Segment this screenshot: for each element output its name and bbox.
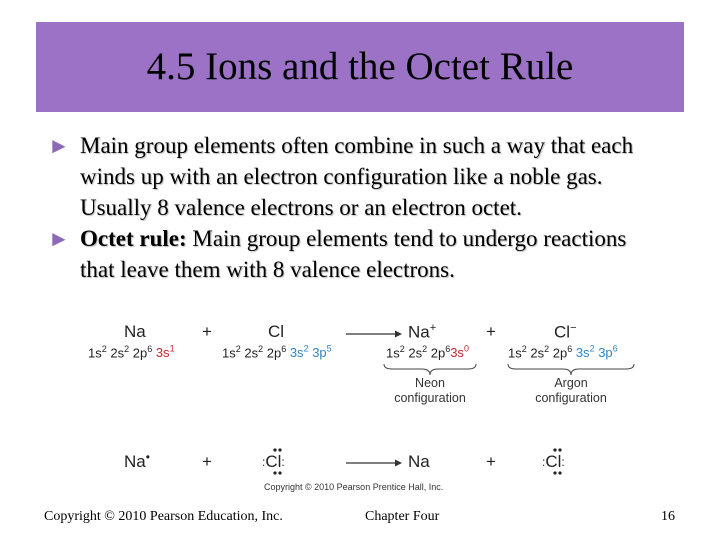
- na-lewis: Na•: [124, 450, 150, 471]
- page-number: 16: [661, 509, 675, 524]
- bullet-text-1: Main group elements often combine in such a way that each winds up with an electron configuration like a noble gas. Usually 8 valence electrons or an electron octet.: [80, 133, 634, 220]
- cl-ion-configuration: $1s^2$ $2s^2$ $2p^6$ $3s^2$ $3p^6$: [508, 344, 618, 361]
- reaction-arrow-icon: [346, 459, 402, 467]
- bullet-arrow-icon: ►: [48, 133, 70, 158]
- bullet-text-2: Main group elements tend to undergo reactions that leave them with 8 valence electrons.: [80, 226, 627, 282]
- footer-copyright: Copyright © 2010 Pearson Education, Inc.: [44, 509, 283, 524]
- cl-atom: Cl: [268, 322, 285, 341]
- plus-sign: +: [486, 322, 496, 341]
- plus-sign: +: [202, 322, 212, 341]
- octet-diagram: [78, 318, 638, 493]
- footer-chapter: Chapter Four: [365, 509, 440, 524]
- cl-configuration: $1s^2$ $2s^2$ $2p^6$ $3s^2$ $3p^5$: [222, 344, 332, 361]
- cl-electron-dots-icon: [268, 447, 292, 481]
- na-configuration: $1s^2$ $2s^2$ $2p^6$ $3s^1$: [88, 344, 175, 361]
- slide-title: 4.5 Ions and the Octet Rule: [146, 45, 574, 88]
- na-ion-charge: +: [429, 322, 437, 334]
- plus-sign: +: [202, 452, 212, 471]
- plus-sign: +: [486, 452, 496, 471]
- argon-label: Argon configuration: [535, 376, 607, 405]
- bullet-arrow-icon: ►: [48, 226, 70, 251]
- bullet-item-2: [48, 223, 658, 285]
- bullet-bold-prefix: Octet rule:: [80, 226, 187, 251]
- cl-ion: Cl−: [554, 322, 577, 342]
- cl-ion-charge: −: [570, 322, 577, 334]
- na-ion: Na+: [408, 322, 437, 342]
- na-atom: Na: [124, 322, 146, 341]
- na-ion-lewis: Na: [408, 452, 430, 471]
- title-bar: [36, 22, 684, 112]
- cl-lewis: :Cl:: [262, 452, 285, 471]
- bullet-item-1: [48, 130, 658, 223]
- reaction-arrow-icon: [346, 330, 402, 338]
- na-ion-configuration: $1s^2$ $2s^2$ $2p^63s^0$: [386, 344, 469, 361]
- bullet-list: [48, 130, 658, 285]
- cl-ion-lewis: :Cl:: [542, 452, 565, 471]
- cl-ion-electron-dots-icon: [548, 447, 572, 481]
- image-copyright: Copyright © 2010 Pearson Prentice Hall, Inc.: [264, 482, 444, 492]
- neon-label: Neon configuration: [394, 376, 466, 405]
